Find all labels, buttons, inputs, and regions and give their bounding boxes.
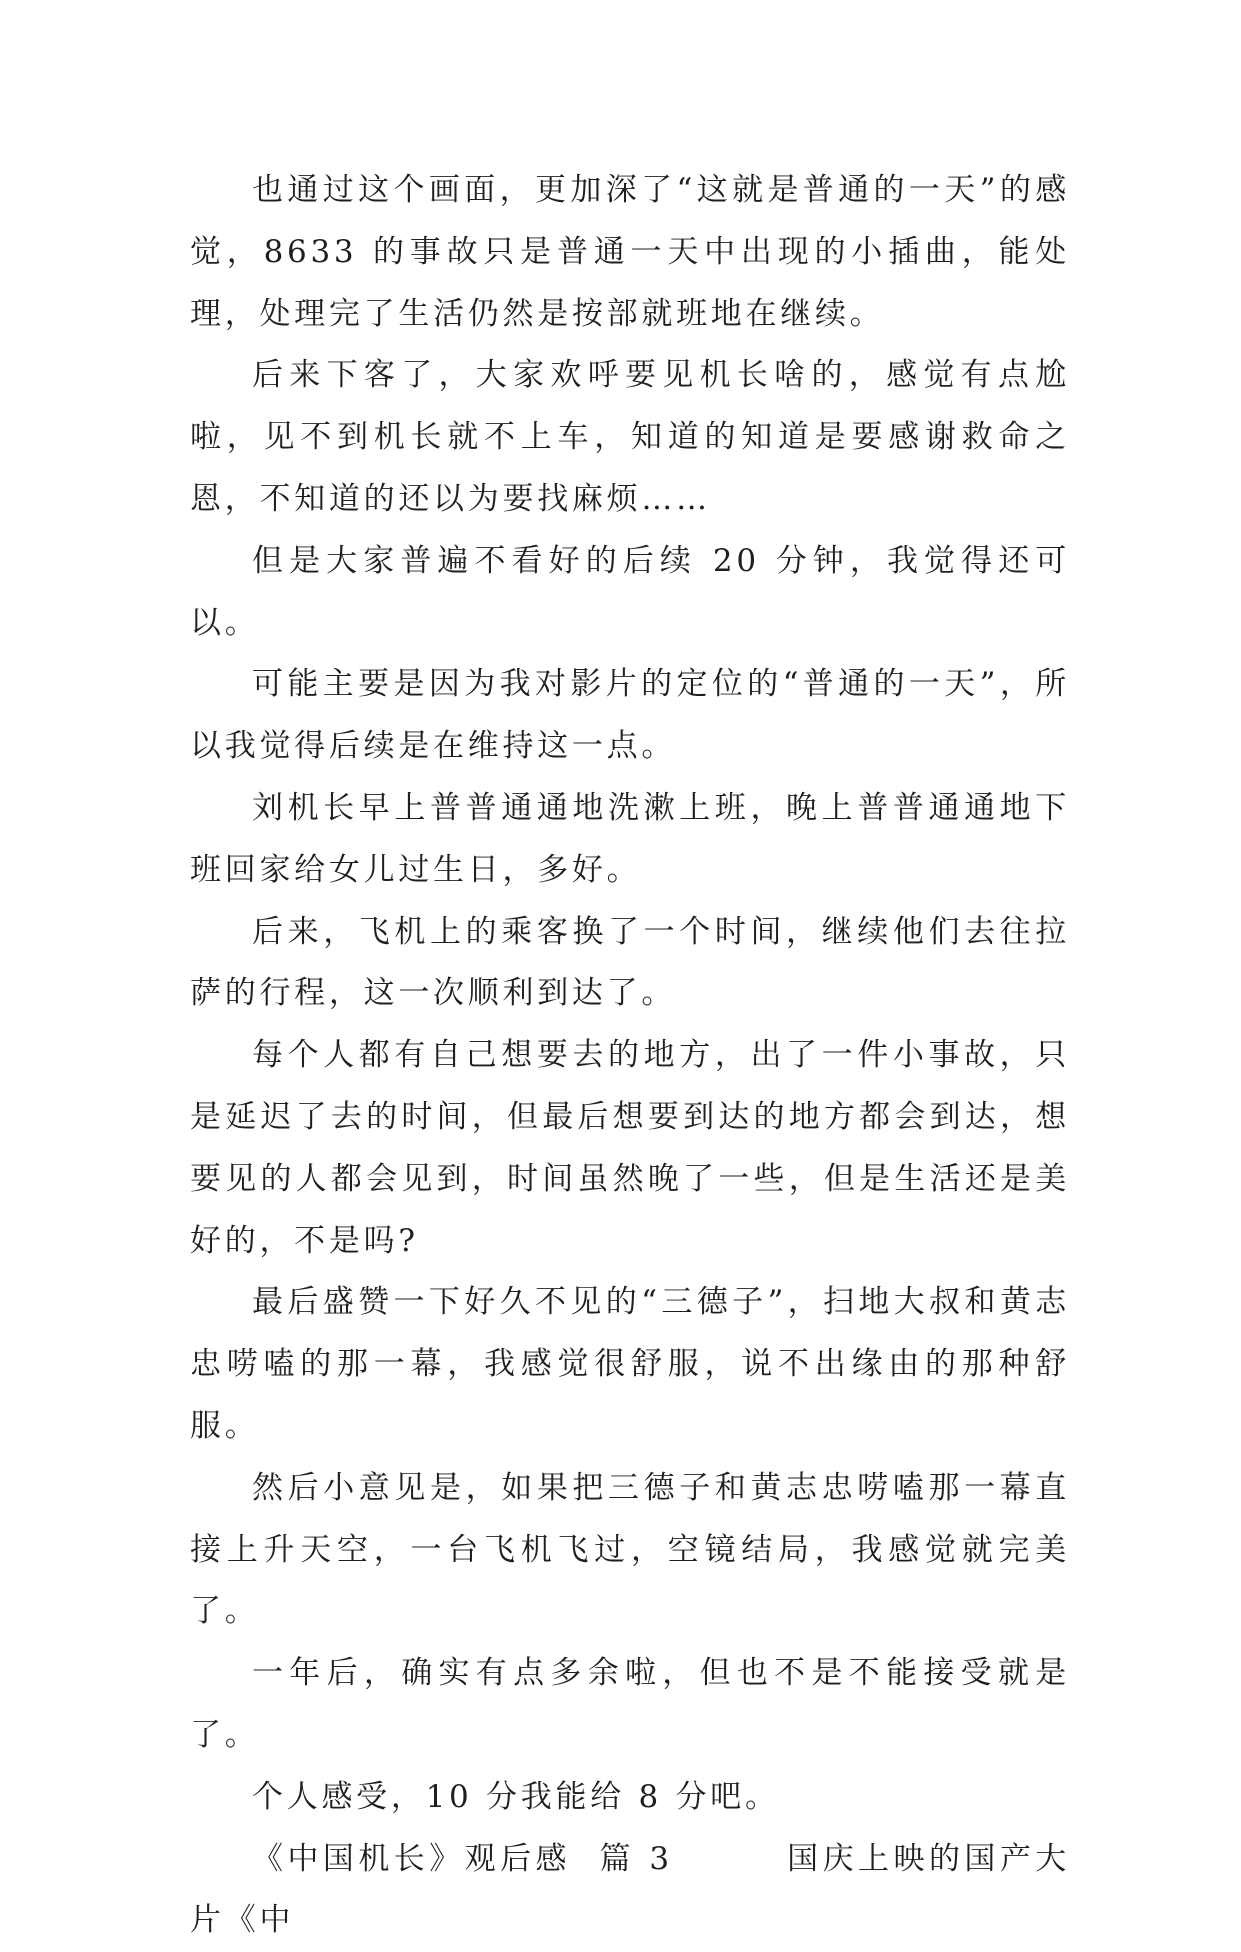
paragraph: 后来，飞机上的乘客换了一个时间，继续他们去往拉萨的行程，这一次顺利到达了。 [190, 913, 1070, 1012]
section-heading-paragraph: 《中国机长》观后感 篇 3 国庆上映的国产大片《中 [190, 1840, 1070, 1939]
paragraph: 每个人都有自己想要去的地方，出了一件小事故，只是延迟了去的时间，但最后想要到达的地方都会到达，想要见的人都会见到，时间虽然晚了一些，但是生活还是美好的，不是吗? [190, 1037, 1070, 1259]
paragraph: 但是大家普遍不看好的后续 20 分钟，我觉得还可以。 [190, 542, 1070, 641]
paragraph: 一年后，确实有点多余啦，但也不是不能接受就是了。 [190, 1655, 1070, 1753]
document-body [190, 160, 1070, 1952]
paragraph: 刘机长早上普普通通地洗漱上班，晚上普普通通地下班回家给女儿过生日，多好。 [190, 789, 1070, 888]
paragraph: 也通过这个画面，更加深了“这就是普通的一天”的感觉，8633 的事故只是普通一天中出现的小插曲，能处理，处理完了生活仍然是按部就班地在继续。 [190, 172, 1070, 332]
paragraph: 最后盛赞一下好久不见的“三德子”，扫地大叔和黄志忠唠嗑的那一幕，我感觉很舒服，说不出缘由的那种舒服。 [190, 1284, 1070, 1444]
paragraph: 可能主要是因为我对影片的定位的“普通的一天”，所以我觉得后续是在维持这一点。 [190, 666, 1070, 765]
paragraph: 后来下客了，大家欢呼要见机长啥的，感觉有点尬啦，见不到机长就不上车，知道的知道是要感谢救命之恩，不知道的还以为要找麻烦…… [190, 357, 1070, 517]
paragraph: 然后小意见是，如果把三德子和黄志忠唠嗑那一幕直接上升天空，一台飞机飞过，空镜结局，我感觉就完美了。 [190, 1469, 1070, 1630]
paragraph: 个人感受，10 分我能给 8 分吧。 [252, 1778, 780, 1815]
